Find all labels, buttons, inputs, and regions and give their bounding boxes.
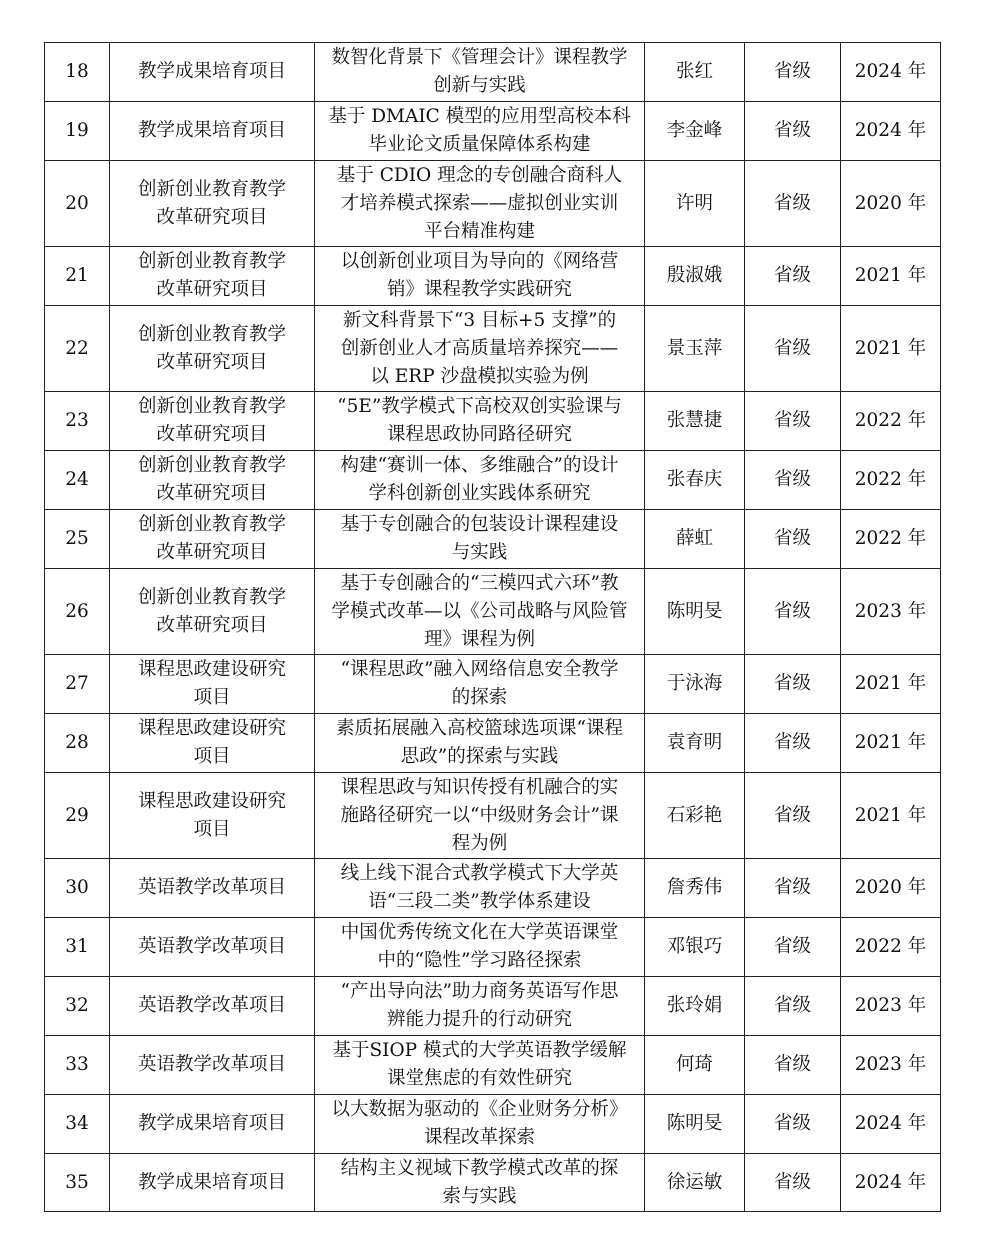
cell-level: 省级 — [745, 569, 841, 655]
cell-title: 基于专创融合的包装设计课程建设 与实践 — [315, 510, 645, 569]
cell-leader: 邓银巧 — [645, 918, 745, 977]
cell-no: 34 — [45, 1095, 110, 1154]
cell-level: 省级 — [745, 1036, 841, 1095]
cell-leader: 詹秀伟 — [645, 859, 745, 918]
cell-level: 省级 — [745, 161, 841, 247]
cell-year: 2020 年 — [841, 161, 941, 247]
cell-level: 省级 — [745, 247, 841, 306]
cell-year: 2024 年 — [841, 102, 941, 161]
table-row — [45, 306, 941, 392]
cell-no: 25 — [45, 510, 110, 569]
cell-level: 省级 — [745, 451, 841, 510]
table-row — [45, 161, 941, 247]
cell-category: 英语教学改革项目 — [110, 977, 315, 1036]
cell-level: 省级 — [745, 306, 841, 392]
cell-title: 基于SIOP 模式的大学英语教学缓解 课堂焦虑的有效性研究 — [315, 1036, 645, 1095]
cell-category: 创新创业教育教学 改革研究项目 — [110, 247, 315, 306]
cell-leader: 景玉萍 — [645, 306, 745, 392]
cell-level: 省级 — [745, 392, 841, 451]
cell-title: 基于 CDIO 理念的专创融合商科人 才培养模式探索——虚拟创业实训 平台精准构建 — [315, 161, 645, 247]
cell-leader: 于泳海 — [645, 655, 745, 714]
cell-year: 2021 年 — [841, 655, 941, 714]
cell-leader: 殷淑娥 — [645, 247, 745, 306]
cell-level: 省级 — [745, 977, 841, 1036]
cell-category: 英语教学改革项目 — [110, 859, 315, 918]
table-row — [45, 247, 941, 306]
cell-title: 新文科背景下“3 目标+5 支撑”的 创新创业人才高质量培养探究—— 以 ERP 沙盘模拟实验为例 — [315, 306, 645, 392]
cell-level: 省级 — [745, 510, 841, 569]
table-row — [45, 859, 941, 918]
cell-leader: 张玲娟 — [645, 977, 745, 1036]
cell-year: 2022 年 — [841, 392, 941, 451]
cell-title: 素质拓展融入高校篮球选项课“课程 思政”的探索与实践 — [315, 714, 645, 773]
table-row — [45, 977, 941, 1036]
cell-category: 创新创业教育教学 改革研究项目 — [110, 569, 315, 655]
cell-title: 基于专创融合的“三模四式六环”教 学模式改革—以《公司战略与风险管 理》课程为例 — [315, 569, 645, 655]
cell-title: 数智化背景下《管理会计》课程教学 创新与实践 — [315, 43, 645, 102]
cell-title: 中国优秀传统文化在大学英语课堂 中的“隐性”学习路径探索 — [315, 918, 645, 977]
cell-no: 24 — [45, 451, 110, 510]
cell-no: 30 — [45, 859, 110, 918]
cell-level: 省级 — [745, 714, 841, 773]
table-row — [45, 1154, 941, 1212]
cell-year: 2021 年 — [841, 306, 941, 392]
table-row — [45, 655, 941, 714]
cell-title: 结构主义视域下教学模式改革的探 索与实践 — [315, 1154, 645, 1212]
cell-level: 省级 — [745, 43, 841, 102]
cell-year: 2020 年 — [841, 859, 941, 918]
cell-category: 课程思政建设研究 项目 — [110, 714, 315, 773]
cell-leader: 徐运敏 — [645, 1154, 745, 1212]
cell-year: 2022 年 — [841, 510, 941, 569]
cell-year: 2021 年 — [841, 247, 941, 306]
cell-title: “课程思政”融入网络信息安全教学 的探索 — [315, 655, 645, 714]
cell-category: 教学成果培育项目 — [110, 43, 315, 102]
cell-no: 23 — [45, 392, 110, 451]
cell-title: 基于 DMAIC 模型的应用型高校本科 毕业论文质量保障体系构建 — [315, 102, 645, 161]
cell-level: 省级 — [745, 859, 841, 918]
cell-year: 2023 年 — [841, 569, 941, 655]
table-row — [45, 773, 941, 859]
table-row — [45, 43, 941, 102]
cell-level: 省级 — [745, 102, 841, 161]
cell-category: 创新创业教育教学 改革研究项目 — [110, 161, 315, 247]
cell-no: 26 — [45, 569, 110, 655]
cell-year: 2022 年 — [841, 918, 941, 977]
cell-year: 2022 年 — [841, 451, 941, 510]
cell-no: 29 — [45, 773, 110, 859]
cell-no: 21 — [45, 247, 110, 306]
table-row — [45, 918, 941, 977]
cell-no: 18 — [45, 43, 110, 102]
cell-year: 2021 年 — [841, 773, 941, 859]
cell-title: “5E”教学模式下高校双创实验课与 课程思政协同路径研究 — [315, 392, 645, 451]
cell-leader: 薛虹 — [645, 510, 745, 569]
table-row — [45, 510, 941, 569]
cell-category: 英语教学改革项目 — [110, 1036, 315, 1095]
cell-no: 28 — [45, 714, 110, 773]
cell-leader: 石彩艳 — [645, 773, 745, 859]
table-row — [45, 102, 941, 161]
cell-level: 省级 — [745, 1095, 841, 1154]
cell-leader: 张慧捷 — [645, 392, 745, 451]
cell-no: 32 — [45, 977, 110, 1036]
cell-year: 2024 年 — [841, 43, 941, 102]
table-row — [45, 1095, 941, 1154]
cell-year: 2024 年 — [841, 1095, 941, 1154]
cell-leader: 许明 — [645, 161, 745, 247]
table-row — [45, 569, 941, 655]
cell-category: 教学成果培育项目 — [110, 1095, 315, 1154]
cell-title: 构建“赛训一体、多维融合”的设计 学科创新创业实践体系研究 — [315, 451, 645, 510]
cell-leader: 张春庆 — [645, 451, 745, 510]
cell-leader: 张红 — [645, 43, 745, 102]
cell-category: 教学成果培育项目 — [110, 102, 315, 161]
cell-level: 省级 — [745, 918, 841, 977]
cell-leader: 李金峰 — [645, 102, 745, 161]
cell-level: 省级 — [745, 773, 841, 859]
cell-title: 以创新创业项目为导向的《网络营 销》课程教学实践研究 — [315, 247, 645, 306]
cell-title: 课程思政与知识传授有机融合的实 施路径研究一以“中级财务会计”课 程为例 — [315, 773, 645, 859]
cell-level: 省级 — [745, 655, 841, 714]
cell-category: 创新创业教育教学 改革研究项目 — [110, 392, 315, 451]
table-row — [45, 714, 941, 773]
cell-leader: 陈明旻 — [645, 569, 745, 655]
cell-no: 22 — [45, 306, 110, 392]
cell-title: 线上线下混合式教学模式下大学英 语“三段二类”教学体系建设 — [315, 859, 645, 918]
cell-year: 2021 年 — [841, 714, 941, 773]
table-row — [45, 1036, 941, 1095]
cell-title: “产出导向法”助力商务英语写作思 辨能力提升的行动研究 — [315, 977, 645, 1036]
cell-category: 创新创业教育教学 改革研究项目 — [110, 451, 315, 510]
cell-year: 2023 年 — [841, 1036, 941, 1095]
cell-leader: 何琦 — [645, 1036, 745, 1095]
cell-no: 19 — [45, 102, 110, 161]
cell-category: 创新创业教育教学 改革研究项目 — [110, 306, 315, 392]
cell-no: 31 — [45, 918, 110, 977]
table-row — [45, 451, 941, 510]
cell-no: 33 — [45, 1036, 110, 1095]
cell-no: 27 — [45, 655, 110, 714]
cell-category: 英语教学改革项目 — [110, 918, 315, 977]
cell-leader: 陈明旻 — [645, 1095, 745, 1154]
cell-no: 20 — [45, 161, 110, 247]
cell-category: 教学成果培育项目 — [110, 1154, 315, 1212]
cell-year: 2023 年 — [841, 977, 941, 1036]
cell-year: 2024 年 — [841, 1154, 941, 1212]
cell-no: 35 — [45, 1154, 110, 1212]
cell-category: 课程思政建设研究 项目 — [110, 655, 315, 714]
cell-category: 课程思政建设研究 项目 — [110, 773, 315, 859]
projects-table — [44, 42, 941, 1212]
cell-level: 省级 — [745, 1154, 841, 1212]
cell-category: 创新创业教育教学 改革研究项目 — [110, 510, 315, 569]
table-row — [45, 392, 941, 451]
table-body — [45, 43, 941, 1212]
cell-leader: 袁育明 — [645, 714, 745, 773]
cell-title: 以大数据为驱动的《企业财务分析》 课程改革探索 — [315, 1095, 645, 1154]
